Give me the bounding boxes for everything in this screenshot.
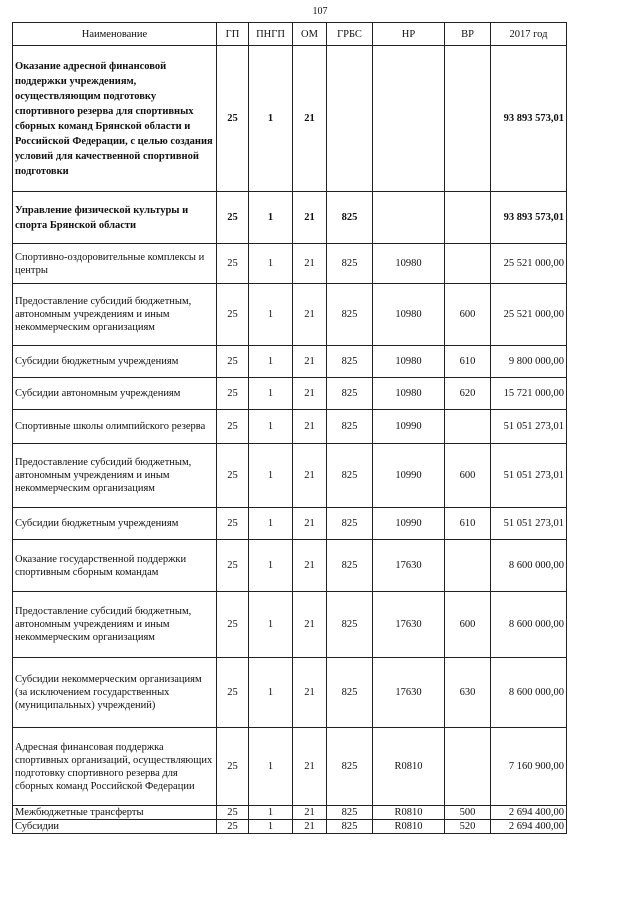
row-grbs: 825 xyxy=(327,410,373,444)
row-pngp: 1 xyxy=(249,284,293,346)
row-om: 21 xyxy=(293,728,327,806)
row-amount: 25 521 000,00 xyxy=(491,244,567,284)
row-vr: 620 xyxy=(445,378,491,410)
header-vr: ВР xyxy=(445,23,491,46)
row-name: Субсидии xyxy=(13,820,217,834)
row-pngp: 1 xyxy=(249,244,293,284)
row-nr: 10980 xyxy=(373,284,445,346)
row-om: 21 xyxy=(293,540,327,592)
table-row xyxy=(13,592,567,658)
row-name: Субсидии автономным учреждениям xyxy=(13,378,217,410)
row-gp: 25 xyxy=(217,728,249,806)
row-pngp: 1 xyxy=(249,410,293,444)
row-name: Субсидии бюджетным учреждениям xyxy=(13,508,217,540)
table-row xyxy=(13,444,567,508)
row-vr: 610 xyxy=(445,346,491,378)
row-name: Спортивные школы олимпийского резерва xyxy=(13,410,217,444)
row-amount: 7 160 900,00 xyxy=(491,728,567,806)
row-grbs: 825 xyxy=(327,244,373,284)
row-vr: 630 xyxy=(445,658,491,728)
row-nr: 10980 xyxy=(373,244,445,284)
row-vr xyxy=(445,244,491,284)
row-om: 21 xyxy=(293,346,327,378)
row-om: 21 xyxy=(293,658,327,728)
table-row xyxy=(13,658,567,728)
row-vr: 600 xyxy=(445,284,491,346)
table-row xyxy=(13,806,567,820)
row-name: Оказание адресной финансовой поддержки учреждениям, осуществляющим подготовку спортивного резерва для спортивных сборных команд Брянской области и Российской Федерации, с целью создания условий для качественной спортивной подготовки xyxy=(13,46,217,192)
header-2017: 2017 год xyxy=(491,23,567,46)
row-amount: 9 800 000,00 xyxy=(491,346,567,378)
row-om: 21 xyxy=(293,444,327,508)
row-pngp: 1 xyxy=(249,46,293,192)
table-header-row xyxy=(13,23,567,46)
row-amount: 51 051 273,01 xyxy=(491,410,567,444)
row-vr: 500 xyxy=(445,806,491,820)
row-grbs: 825 xyxy=(327,378,373,410)
row-name: Субсидии бюджетным учреждениям xyxy=(13,346,217,378)
table-row xyxy=(13,540,567,592)
page-number: 107 xyxy=(312,6,328,17)
row-pngp: 1 xyxy=(249,806,293,820)
row-gp: 25 xyxy=(217,378,249,410)
header-gp: ГП xyxy=(217,23,249,46)
header-grbs: ГРБС xyxy=(327,23,373,46)
row-gp: 25 xyxy=(217,592,249,658)
row-name: Адресная финансовая поддержка спортивных организаций, осуществляющих подготовку спортивного резерва для сборных команд Российской Федерации xyxy=(13,728,217,806)
row-gp: 25 xyxy=(217,508,249,540)
row-vr: 600 xyxy=(445,444,491,508)
row-grbs: 825 xyxy=(327,820,373,834)
row-amount: 8 600 000,00 xyxy=(491,658,567,728)
row-nr xyxy=(373,192,445,244)
row-nr: 17630 xyxy=(373,592,445,658)
row-gp: 25 xyxy=(217,806,249,820)
row-nr: R0810 xyxy=(373,806,445,820)
row-grbs xyxy=(327,46,373,192)
row-gp: 25 xyxy=(217,244,249,284)
row-pngp: 1 xyxy=(249,592,293,658)
row-grbs: 825 xyxy=(327,728,373,806)
row-om: 21 xyxy=(293,508,327,540)
row-nr: 17630 xyxy=(373,540,445,592)
row-gp: 25 xyxy=(217,346,249,378)
row-amount: 51 051 273,01 xyxy=(491,444,567,508)
row-pngp: 1 xyxy=(249,658,293,728)
row-amount: 2 694 400,00 xyxy=(491,806,567,820)
row-vr: 610 xyxy=(445,508,491,540)
row-pngp: 1 xyxy=(249,728,293,806)
row-amount: 51 051 273,01 xyxy=(491,508,567,540)
row-om: 21 xyxy=(293,244,327,284)
row-nr: R0810 xyxy=(373,820,445,834)
row-om: 21 xyxy=(293,592,327,658)
row-gp: 25 xyxy=(217,284,249,346)
row-amount: 15 721 000,00 xyxy=(491,378,567,410)
row-om: 21 xyxy=(293,410,327,444)
table-row xyxy=(13,346,567,378)
row-name: Спортивно-оздоровительные комплексы и центры xyxy=(13,244,217,284)
header-nr: НР xyxy=(373,23,445,46)
table-row xyxy=(13,192,567,244)
table-row xyxy=(13,378,567,410)
row-nr xyxy=(373,46,445,192)
row-amount: 8 600 000,00 xyxy=(491,540,567,592)
table-row xyxy=(13,728,567,806)
row-grbs: 825 xyxy=(327,444,373,508)
row-vr: 600 xyxy=(445,592,491,658)
row-nr: R0810 xyxy=(373,728,445,806)
row-vr: 520 xyxy=(445,820,491,834)
row-gp: 25 xyxy=(217,46,249,192)
row-grbs: 825 xyxy=(327,508,373,540)
row-gp: 25 xyxy=(217,444,249,508)
header-pngp: ПНГП xyxy=(249,23,293,46)
row-name: Предоставление субсидий бюджетным, автономным учреждениям и иным некоммерческим организациям xyxy=(13,284,217,346)
row-nr: 10990 xyxy=(373,508,445,540)
row-nr: 10990 xyxy=(373,444,445,508)
row-gp: 25 xyxy=(217,410,249,444)
row-vr xyxy=(445,540,491,592)
table-row xyxy=(13,410,567,444)
row-vr xyxy=(445,728,491,806)
row-grbs: 825 xyxy=(327,658,373,728)
table-row xyxy=(13,244,567,284)
row-pngp: 1 xyxy=(249,346,293,378)
row-pngp: 1 xyxy=(249,378,293,410)
row-amount: 2 694 400,00 xyxy=(491,820,567,834)
table-row xyxy=(13,46,567,192)
row-nr: 17630 xyxy=(373,658,445,728)
row-om: 21 xyxy=(293,378,327,410)
row-nr: 10990 xyxy=(373,410,445,444)
row-nr: 10980 xyxy=(373,378,445,410)
row-nr: 10980 xyxy=(373,346,445,378)
row-om: 21 xyxy=(293,820,327,834)
row-om: 21 xyxy=(293,46,327,192)
row-grbs: 825 xyxy=(327,284,373,346)
row-om: 21 xyxy=(293,284,327,346)
row-vr xyxy=(445,192,491,244)
row-om: 21 xyxy=(293,192,327,244)
table-row xyxy=(13,284,567,346)
row-gp: 25 xyxy=(217,820,249,834)
row-vr xyxy=(445,410,491,444)
row-grbs: 825 xyxy=(327,806,373,820)
header-om: ОМ xyxy=(293,23,327,46)
row-name: Предоставление субсидий бюджетным, автономным учреждениям и иным некоммерческим организациям xyxy=(13,592,217,658)
row-amount: 93 893 573,01 xyxy=(491,192,567,244)
row-pngp: 1 xyxy=(249,540,293,592)
row-amount: 8 600 000,00 xyxy=(491,592,567,658)
row-pngp: 1 xyxy=(249,444,293,508)
row-gp: 25 xyxy=(217,658,249,728)
row-name: Оказание государственной поддержки спортивным сборным командам xyxy=(13,540,217,592)
row-name: Предоставление субсидий бюджетным, автономным учреждениям и иным некоммерческим организациям xyxy=(13,444,217,508)
row-gp: 25 xyxy=(217,192,249,244)
row-pngp: 1 xyxy=(249,820,293,834)
row-name: Субсидии некоммерческим организациям (за исключением государственных (муниципальных) учреждений) xyxy=(13,658,217,728)
row-name: Межбюджетные трансферты xyxy=(13,806,217,820)
row-grbs: 825 xyxy=(327,540,373,592)
row-gp: 25 xyxy=(217,540,249,592)
table-body xyxy=(13,46,567,834)
row-name: Управление физической культуры и спорта Брянской области xyxy=(13,192,217,244)
row-amount: 25 521 000,00 xyxy=(491,284,567,346)
table-row xyxy=(13,508,567,540)
row-grbs: 825 xyxy=(327,346,373,378)
row-om: 21 xyxy=(293,806,327,820)
table-row xyxy=(13,820,567,834)
header-name: Наименование xyxy=(13,23,217,46)
budget-table xyxy=(12,22,567,834)
row-grbs: 825 xyxy=(327,592,373,658)
row-vr xyxy=(445,46,491,192)
row-grbs: 825 xyxy=(327,192,373,244)
row-amount: 93 893 573,01 xyxy=(491,46,567,192)
row-pngp: 1 xyxy=(249,508,293,540)
row-pngp: 1 xyxy=(249,192,293,244)
